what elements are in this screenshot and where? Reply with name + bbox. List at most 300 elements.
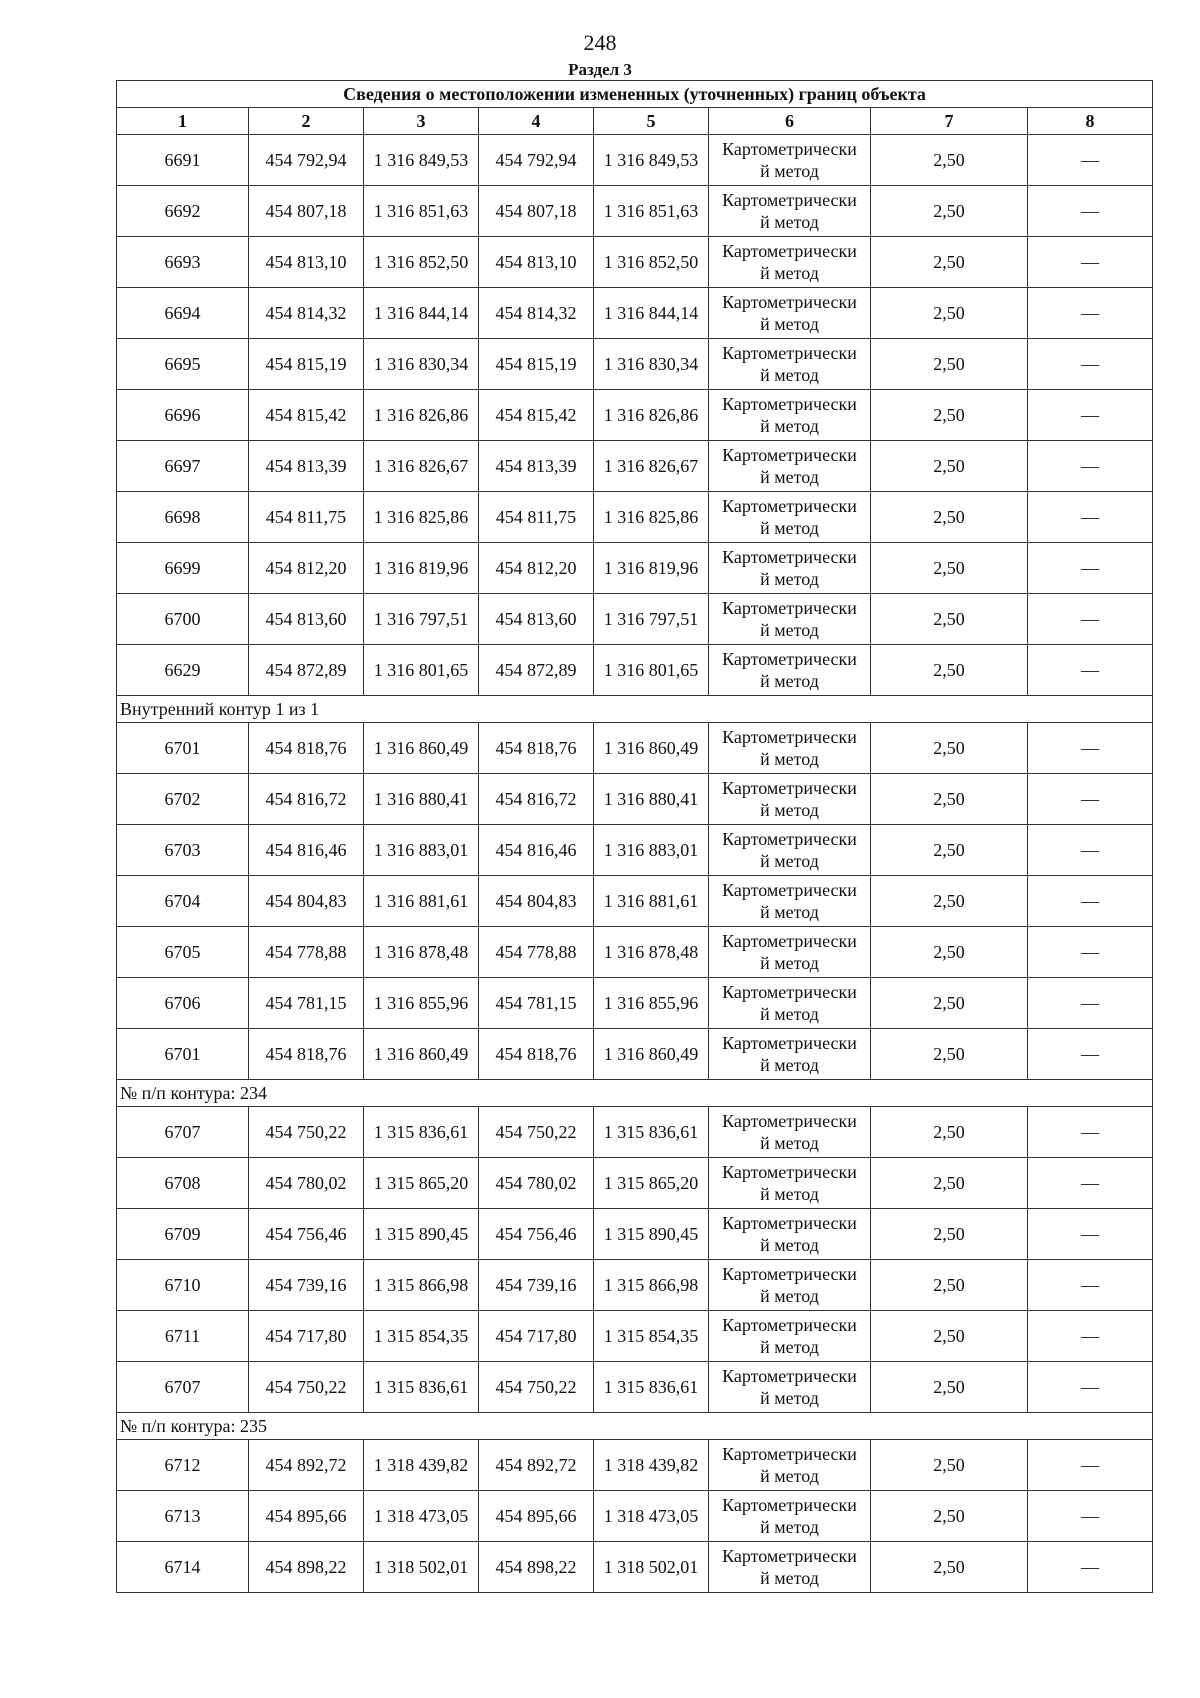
point-number: 6707 (117, 1362, 249, 1413)
accuracy: 2,50 (871, 186, 1028, 237)
accuracy: 2,50 (871, 774, 1028, 825)
table-row (117, 390, 1153, 441)
x-coord-old: 454 815,19 (249, 339, 364, 390)
y-coord-old: 1 316 830,34 (364, 339, 479, 390)
description: — (1028, 288, 1153, 339)
method-line: й метод (760, 365, 819, 385)
method-line: Картометрически (722, 547, 857, 567)
accuracy: 2,50 (871, 288, 1028, 339)
x-coord-new: 454 813,39 (479, 441, 594, 492)
description: — (1028, 339, 1153, 390)
description: — (1028, 1542, 1153, 1593)
y-coord-old: 1 316 852,50 (364, 237, 479, 288)
x-coord-new: 454 818,76 (479, 1029, 594, 1080)
point-number: 6710 (117, 1260, 249, 1311)
y-coord-new: 1 315 854,35 (594, 1311, 709, 1362)
y-coord-old: 1 318 473,05 (364, 1491, 479, 1542)
y-coord-new: 1 316 881,61 (594, 876, 709, 927)
x-coord-new: 454 813,60 (479, 594, 594, 645)
x-coord-old: 454 815,42 (249, 390, 364, 441)
table-row (117, 237, 1153, 288)
y-coord-new: 1 315 836,61 (594, 1107, 709, 1158)
method-line: Картометрически (722, 1444, 857, 1464)
x-coord-new: 454 813,10 (479, 237, 594, 288)
y-coord-old: 1 316 880,41 (364, 774, 479, 825)
y-coord-new: 1 316 826,86 (594, 390, 709, 441)
accuracy: 2,50 (871, 978, 1028, 1029)
method (709, 876, 871, 927)
y-coord-old: 1 316 878,48 (364, 927, 479, 978)
x-coord-old: 454 895,66 (249, 1491, 364, 1542)
boundary-table (116, 80, 1153, 1593)
x-coord-new: 454 811,75 (479, 492, 594, 543)
contour-label-row (117, 1413, 1153, 1440)
y-coord-old: 1 316 825,86 (364, 492, 479, 543)
y-coord-new: 1 315 836,61 (594, 1362, 709, 1413)
x-coord-new: 454 804,83 (479, 876, 594, 927)
description: — (1028, 723, 1153, 774)
method-line: й метод (760, 569, 819, 589)
point-number: 6713 (117, 1491, 249, 1542)
description: — (1028, 390, 1153, 441)
accuracy: 2,50 (871, 237, 1028, 288)
y-coord-new: 1 316 852,50 (594, 237, 709, 288)
x-coord-old: 454 813,10 (249, 237, 364, 288)
contour-label: № п/п контура: 235 (117, 1413, 1153, 1440)
page-number: 248 (583, 30, 617, 55)
method-line: й метод (760, 800, 819, 820)
description: — (1028, 1107, 1153, 1158)
y-coord-new: 1 316 883,01 (594, 825, 709, 876)
y-coord-old: 1 315 854,35 (364, 1311, 479, 1362)
column-header: 6 (709, 108, 871, 135)
table-row (117, 1029, 1153, 1080)
method-line: Картометрически (722, 1264, 857, 1284)
accuracy: 2,50 (871, 1260, 1028, 1311)
x-coord-old: 454 750,22 (249, 1362, 364, 1413)
column-header-row (117, 108, 1153, 135)
description: — (1028, 774, 1153, 825)
table-row (117, 1158, 1153, 1209)
method-line: Картометрически (722, 394, 857, 414)
x-coord-old: 454 898,22 (249, 1542, 364, 1593)
table-row (117, 825, 1153, 876)
y-coord-old: 1 316 801,65 (364, 645, 479, 696)
x-coord-old: 454 739,16 (249, 1260, 364, 1311)
method (709, 186, 871, 237)
contour-label-row (117, 1080, 1153, 1107)
accuracy: 2,50 (871, 1362, 1028, 1413)
y-coord-new: 1 316 830,34 (594, 339, 709, 390)
x-coord-old: 454 781,15 (249, 978, 364, 1029)
description: — (1028, 825, 1153, 876)
point-number: 6698 (117, 492, 249, 543)
accuracy: 2,50 (871, 1491, 1028, 1542)
accuracy: 2,50 (871, 645, 1028, 696)
table-caption: Сведения о местоположении измененных (уточненных) границ объекта (117, 81, 1153, 108)
y-coord-new: 1 316 849,53 (594, 135, 709, 186)
x-coord-old: 454 814,32 (249, 288, 364, 339)
method-line: й метод (760, 671, 819, 691)
point-number: 6694 (117, 288, 249, 339)
method (709, 135, 871, 186)
table-row (117, 135, 1153, 186)
y-coord-new: 1 316 860,49 (594, 723, 709, 774)
method (709, 288, 871, 339)
column-header: 3 (364, 108, 479, 135)
method-line: Картометрически (722, 1111, 857, 1131)
description: — (1028, 1158, 1153, 1209)
method (709, 1107, 871, 1158)
method (709, 1440, 871, 1491)
method-line: й метод (760, 953, 819, 973)
method-line: Картометрически (722, 649, 857, 669)
description: — (1028, 594, 1153, 645)
x-coord-new: 454 792,94 (479, 135, 594, 186)
table-row (117, 723, 1153, 774)
method-line: Картометрически (722, 931, 857, 951)
x-coord-old: 454 816,72 (249, 774, 364, 825)
method-line: Картометрически (722, 598, 857, 618)
description: — (1028, 645, 1153, 696)
y-coord-old: 1 316 844,14 (364, 288, 479, 339)
x-coord-new: 454 812,20 (479, 543, 594, 594)
method-line: Картометрически (722, 727, 857, 747)
y-coord-new: 1 315 890,45 (594, 1209, 709, 1260)
method-line: й метод (760, 902, 819, 922)
x-coord-new: 454 750,22 (479, 1362, 594, 1413)
method-line: Картометрически (722, 1162, 857, 1182)
description: — (1028, 1029, 1153, 1080)
y-coord-old: 1 316 819,96 (364, 543, 479, 594)
x-coord-old: 454 816,46 (249, 825, 364, 876)
accuracy: 2,50 (871, 876, 1028, 927)
method-line: й метод (760, 263, 819, 283)
point-number: 6697 (117, 441, 249, 492)
x-coord-old: 454 812,20 (249, 543, 364, 594)
column-header: 5 (594, 108, 709, 135)
method (709, 1029, 871, 1080)
method-line: й метод (760, 1466, 819, 1486)
method (709, 825, 871, 876)
x-coord-new: 454 816,72 (479, 774, 594, 825)
x-coord-new: 454 818,76 (479, 723, 594, 774)
x-coord-new: 454 895,66 (479, 1491, 594, 1542)
table-row (117, 1209, 1153, 1260)
x-coord-old: 454 813,39 (249, 441, 364, 492)
accuracy: 2,50 (871, 135, 1028, 186)
method-line: й метод (760, 518, 819, 538)
accuracy: 2,50 (871, 594, 1028, 645)
description: — (1028, 441, 1153, 492)
point-number: 6709 (117, 1209, 249, 1260)
method-line: й метод (760, 1388, 819, 1408)
table-row (117, 876, 1153, 927)
method-line: Картометрически (722, 1366, 857, 1386)
accuracy: 2,50 (871, 1209, 1028, 1260)
y-coord-old: 1 315 890,45 (364, 1209, 479, 1260)
description: — (1028, 543, 1153, 594)
y-coord-old: 1 316 826,86 (364, 390, 479, 441)
point-number: 6701 (117, 1029, 249, 1080)
description: — (1028, 876, 1153, 927)
method-line: Картометрически (722, 343, 857, 363)
y-coord-new: 1 316 797,51 (594, 594, 709, 645)
description: — (1028, 135, 1153, 186)
point-number: 6701 (117, 723, 249, 774)
y-coord-old: 1 316 855,96 (364, 978, 479, 1029)
accuracy: 2,50 (871, 1107, 1028, 1158)
description: — (1028, 1440, 1153, 1491)
table-row (117, 645, 1153, 696)
method-line: Картометрически (722, 982, 857, 1002)
table-row (117, 1311, 1153, 1362)
accuracy: 2,50 (871, 723, 1028, 774)
x-coord-new: 454 750,22 (479, 1107, 594, 1158)
description: — (1028, 492, 1153, 543)
x-coord-old: 454 872,89 (249, 645, 364, 696)
method-line: й метод (760, 1235, 819, 1255)
accuracy: 2,50 (871, 1542, 1028, 1593)
method-line: Картометрически (722, 1495, 857, 1515)
method (709, 1260, 871, 1311)
y-coord-old: 1 318 502,01 (364, 1542, 479, 1593)
y-coord-new: 1 315 865,20 (594, 1158, 709, 1209)
method (709, 492, 871, 543)
method-line: й метод (760, 851, 819, 871)
section-title: Раздел 3 (568, 60, 632, 79)
point-number: 6693 (117, 237, 249, 288)
y-coord-new: 1 318 502,01 (594, 1542, 709, 1593)
method-line: Картометрически (722, 241, 857, 261)
method (709, 441, 871, 492)
table-row (117, 1491, 1153, 1542)
x-coord-old: 454 778,88 (249, 927, 364, 978)
y-coord-new: 1 318 473,05 (594, 1491, 709, 1542)
x-coord-old: 454 811,75 (249, 492, 364, 543)
method-line: Картометрически (722, 139, 857, 159)
method (709, 1491, 871, 1542)
accuracy: 2,50 (871, 825, 1028, 876)
y-coord-new: 1 316 819,96 (594, 543, 709, 594)
point-number: 6707 (117, 1107, 249, 1158)
x-coord-new: 454 778,88 (479, 927, 594, 978)
method (709, 978, 871, 1029)
method-line: Картометрически (722, 1213, 857, 1233)
method-line: й метод (760, 1286, 819, 1306)
method-line: й метод (760, 1133, 819, 1153)
accuracy: 2,50 (871, 1029, 1028, 1080)
x-coord-old: 454 804,83 (249, 876, 364, 927)
table-row (117, 543, 1153, 594)
x-coord-old: 454 717,80 (249, 1311, 364, 1362)
method-line: й метод (760, 467, 819, 487)
point-number: 6695 (117, 339, 249, 390)
y-coord-old: 1 316 851,63 (364, 186, 479, 237)
accuracy: 2,50 (871, 441, 1028, 492)
method (709, 237, 871, 288)
table-row (117, 186, 1153, 237)
method-line: й метод (760, 1568, 819, 1588)
point-number: 6712 (117, 1440, 249, 1491)
table-row (117, 1107, 1153, 1158)
y-coord-old: 1 315 836,61 (364, 1107, 479, 1158)
method-line: й метод (760, 212, 819, 232)
y-coord-new: 1 316 801,65 (594, 645, 709, 696)
description: — (1028, 1311, 1153, 1362)
y-coord-new: 1 316 844,14 (594, 288, 709, 339)
y-coord-old: 1 316 860,49 (364, 1029, 479, 1080)
method-line: й метод (760, 1337, 819, 1357)
method-line: й метод (760, 416, 819, 436)
table-row (117, 1440, 1153, 1491)
table-row (117, 927, 1153, 978)
accuracy: 2,50 (871, 543, 1028, 594)
method (709, 723, 871, 774)
x-coord-old: 454 750,22 (249, 1107, 364, 1158)
y-coord-old: 1 315 836,61 (364, 1362, 479, 1413)
point-number: 6692 (117, 186, 249, 237)
x-coord-old: 454 892,72 (249, 1440, 364, 1491)
x-coord-old: 454 780,02 (249, 1158, 364, 1209)
y-coord-new: 1 316 825,86 (594, 492, 709, 543)
method-line: Картометрически (722, 1033, 857, 1053)
method-line: й метод (760, 314, 819, 334)
y-coord-new: 1 316 878,48 (594, 927, 709, 978)
point-number: 6691 (117, 135, 249, 186)
accuracy: 2,50 (871, 927, 1028, 978)
column-header: 1 (117, 108, 249, 135)
point-number: 6706 (117, 978, 249, 1029)
point-number: 6629 (117, 645, 249, 696)
y-coord-new: 1 316 880,41 (594, 774, 709, 825)
y-coord-new: 1 316 855,96 (594, 978, 709, 1029)
table-row (117, 288, 1153, 339)
column-header: 7 (871, 108, 1028, 135)
description: — (1028, 1209, 1153, 1260)
y-coord-old: 1 316 881,61 (364, 876, 479, 927)
y-coord-old: 1 316 883,01 (364, 825, 479, 876)
method-line: й метод (760, 161, 819, 181)
y-coord-old: 1 316 826,67 (364, 441, 479, 492)
method-line: Картометрически (722, 778, 857, 798)
description: — (1028, 1491, 1153, 1542)
method (709, 1542, 871, 1593)
y-coord-old: 1 316 860,49 (364, 723, 479, 774)
method-line: Картометрически (722, 829, 857, 849)
table-row (117, 774, 1153, 825)
method (709, 339, 871, 390)
point-number: 6704 (117, 876, 249, 927)
y-coord-old: 1 315 865,20 (364, 1158, 479, 1209)
method (709, 1311, 871, 1362)
accuracy: 2,50 (871, 1158, 1028, 1209)
x-coord-old: 454 807,18 (249, 186, 364, 237)
description: — (1028, 927, 1153, 978)
y-coord-new: 1 316 851,63 (594, 186, 709, 237)
x-coord-old: 454 818,76 (249, 723, 364, 774)
method (709, 774, 871, 825)
table-row (117, 1542, 1153, 1593)
method (709, 1362, 871, 1413)
accuracy: 2,50 (871, 492, 1028, 543)
method-line: Картометрически (722, 880, 857, 900)
point-number: 6699 (117, 543, 249, 594)
table-row (117, 978, 1153, 1029)
y-coord-new: 1 315 866,98 (594, 1260, 709, 1311)
method-line: й метод (760, 1184, 819, 1204)
description: — (1028, 186, 1153, 237)
point-number: 6702 (117, 774, 249, 825)
table-row (117, 1362, 1153, 1413)
x-coord-new: 454 816,46 (479, 825, 594, 876)
column-header: 4 (479, 108, 594, 135)
point-number: 6703 (117, 825, 249, 876)
y-coord-new: 1 318 439,82 (594, 1440, 709, 1491)
table-caption-row (117, 81, 1153, 108)
method-line: й метод (760, 749, 819, 769)
method (709, 1209, 871, 1260)
method (709, 927, 871, 978)
x-coord-new: 454 815,19 (479, 339, 594, 390)
method-line: Картометрически (722, 292, 857, 312)
x-coord-new: 454 892,72 (479, 1440, 594, 1491)
method-line: й метод (760, 620, 819, 640)
point-number: 6696 (117, 390, 249, 441)
description: — (1028, 1260, 1153, 1311)
x-coord-new: 454 814,32 (479, 288, 594, 339)
method-line: Картометрически (722, 190, 857, 210)
contour-label-row (117, 696, 1153, 723)
method (709, 1158, 871, 1209)
y-coord-old: 1 316 797,51 (364, 594, 479, 645)
description: — (1028, 1362, 1153, 1413)
contour-label: № п/п контура: 234 (117, 1080, 1153, 1107)
description: — (1028, 237, 1153, 288)
description: — (1028, 978, 1153, 1029)
table-row (117, 594, 1153, 645)
column-header: 2 (249, 108, 364, 135)
method-line: й метод (760, 1004, 819, 1024)
x-coord-new: 454 717,80 (479, 1311, 594, 1362)
contour-label: Внутренний контур 1 из 1 (117, 696, 1153, 723)
method-line: Картометрически (722, 445, 857, 465)
x-coord-old: 454 813,60 (249, 594, 364, 645)
table-row (117, 441, 1153, 492)
y-coord-old: 1 315 866,98 (364, 1260, 479, 1311)
x-coord-new: 454 739,16 (479, 1260, 594, 1311)
point-number: 6705 (117, 927, 249, 978)
method (709, 390, 871, 441)
table-row (117, 339, 1153, 390)
x-coord-new: 454 898,22 (479, 1542, 594, 1593)
y-coord-new: 1 316 826,67 (594, 441, 709, 492)
y-coord-old: 1 318 439,82 (364, 1440, 479, 1491)
x-coord-new: 454 872,89 (479, 645, 594, 696)
table-row (117, 492, 1153, 543)
x-coord-new: 454 781,15 (479, 978, 594, 1029)
table-row (117, 1260, 1153, 1311)
x-coord-old: 454 792,94 (249, 135, 364, 186)
column-header: 8 (1028, 108, 1153, 135)
method (709, 543, 871, 594)
x-coord-new: 454 815,42 (479, 390, 594, 441)
accuracy: 2,50 (871, 1311, 1028, 1362)
method-line: Картометрически (722, 1546, 857, 1566)
point-number: 6711 (117, 1311, 249, 1362)
accuracy: 2,50 (871, 339, 1028, 390)
x-coord-new: 454 780,02 (479, 1158, 594, 1209)
